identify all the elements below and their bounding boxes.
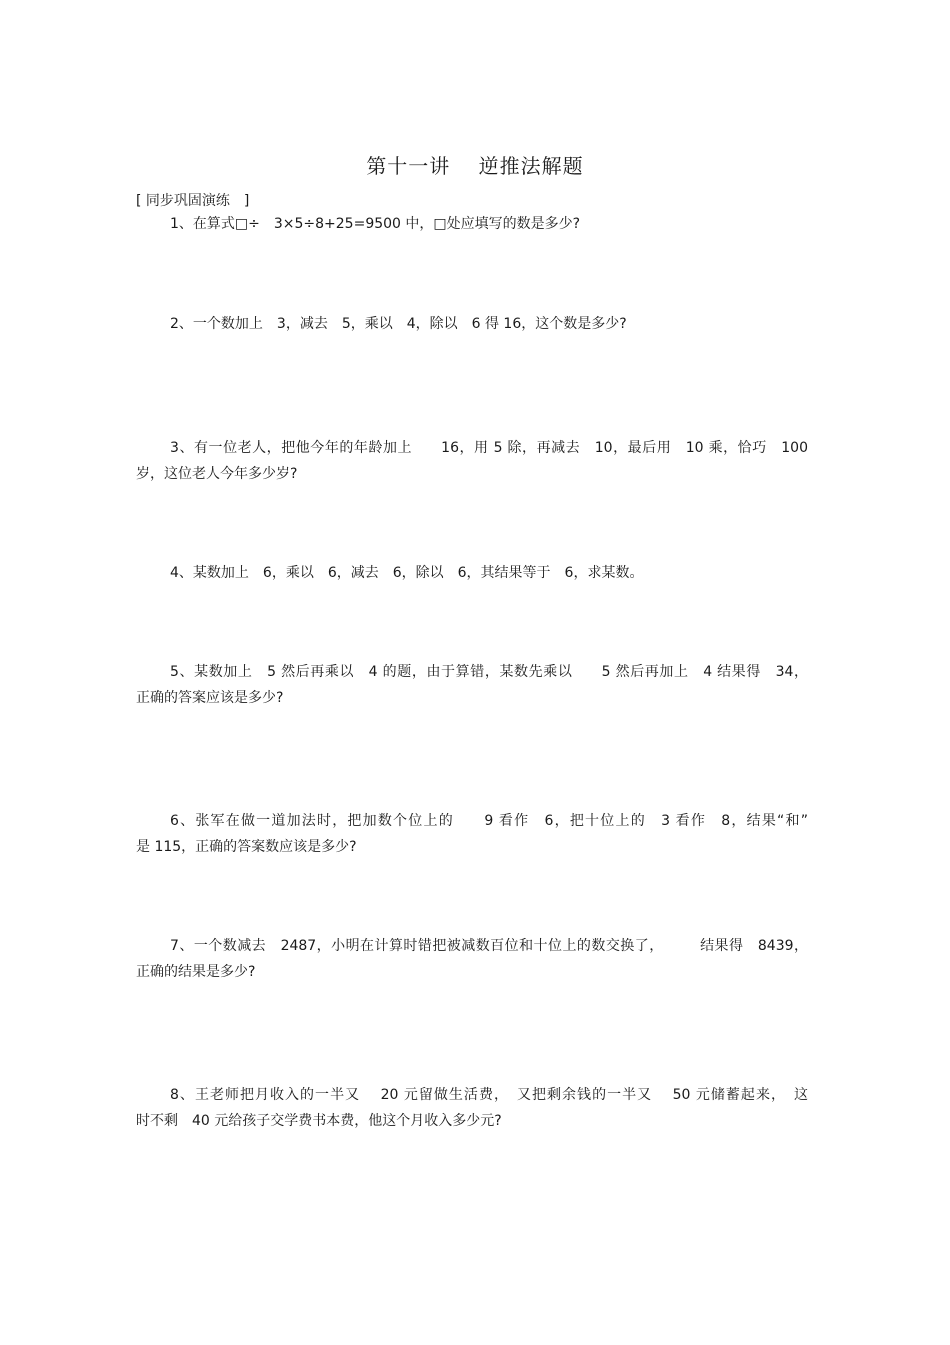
page-title: 第十一讲 逆推法解题 xyxy=(366,154,584,178)
problem-line: 3、有一位老人，把他今年的年龄加上 16，用 5 除，再减去 10，最后用 10 乘，恰巧 100 xyxy=(170,440,808,456)
problem-line: 正确的结果是多少? xyxy=(136,964,256,980)
problem-1 xyxy=(136,211,808,237)
problem-7 xyxy=(136,933,808,985)
problem-line: 6、张军在做一道加法时，把加数个位上的 9 看作 6，把十位上的 3 看作 8，结果“和” xyxy=(170,813,808,829)
problem-line: 8、王老师把月收入的一半又 20 元留做生活费， 又把剩余钱的一半又 50 元储蓄起来， 这 xyxy=(170,1087,808,1103)
problem-4 xyxy=(136,560,808,586)
problem-line: 4、某数加上 6，乘以 6，减去 6，除以 6，其结果等于 6，求某数。 xyxy=(170,565,644,581)
problem-line: 7、一个数减去 2487，小明在计算时错把被减数百位和十位上的数交换了， 结果得 8439， xyxy=(170,938,808,954)
problem-line: 是 115，正确的答案数应该是多少? xyxy=(136,839,357,855)
problem-line: 岁，这位老人今年多少岁? xyxy=(136,466,298,482)
problem-line: 1、在算式□÷ 3×5÷8+25=9500 中，□处应填写的数是多少? xyxy=(170,216,581,232)
problem-line: 5、某数加上 5 然后再乘以 4 的题，由于算错，某数先乘以 5 然后再加上 4 结果得 34， xyxy=(170,664,808,680)
problem-6 xyxy=(136,808,808,860)
section-label: [ 同步巩固演练 ] xyxy=(136,193,250,209)
problem-line: 正确的答案应该是多少? xyxy=(136,690,284,706)
problem-3 xyxy=(136,435,808,487)
problem-line: 2、一个数加上 3，减去 5，乘以 4，除以 6 得 16，这个数是多少? xyxy=(170,316,627,332)
problem-line: 时不剩 40 元给孩子交学费书本费，他这个月收入多少元? xyxy=(136,1113,502,1129)
problem-5 xyxy=(136,659,808,711)
problem-2 xyxy=(136,311,808,337)
problem-8 xyxy=(136,1082,808,1134)
